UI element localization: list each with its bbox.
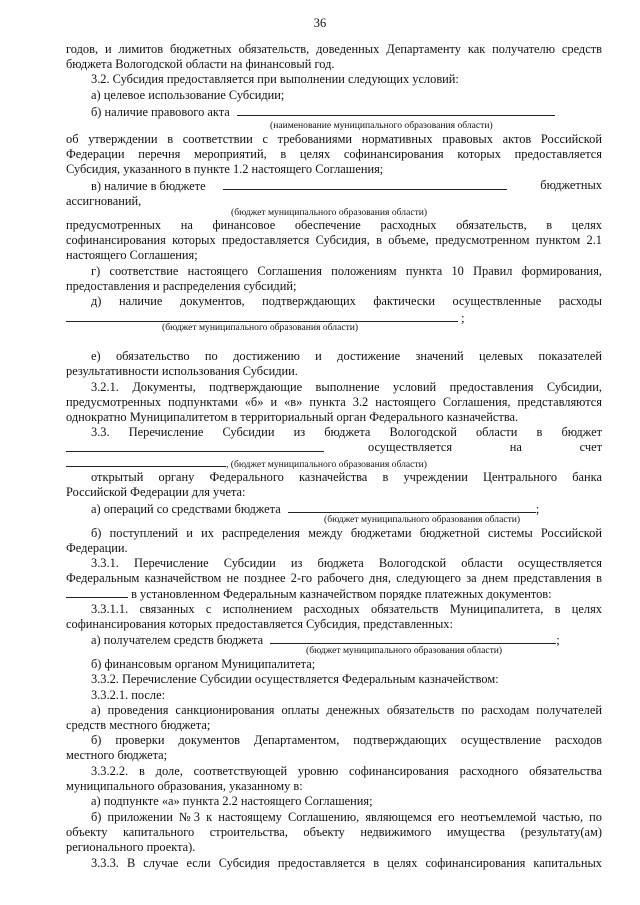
text-fragment: в) наличие в бюджете: [91, 179, 206, 193]
text-line: а) подпункте «а» пункта 2.2 настоящего Соглашения;: [91, 794, 373, 808]
text-line: 3.3.3. В случае если Субсидия предоставляется в целях софинансирования капитальных: [91, 856, 602, 870]
text-line: местного бюджета;: [66, 748, 168, 762]
text-line: 3.3.2.2. в доле, соответствующей уровню софинансирования расходного обязательства: [91, 764, 602, 778]
text-line: 3.3.1. Перечисление Субсидии из бюджета Вологодской области осуществляется: [91, 556, 602, 570]
text-line: предусмотренных подпунктами «б» и «в» пункта 3.2 настоящего Соглашения, представляются: [66, 395, 602, 409]
text-line: Российской Федерации для учета:: [66, 485, 246, 499]
field-caption: (наименование муниципального образования области): [270, 120, 493, 131]
blank-field: [66, 586, 128, 598]
text-line: муниципального образования, указанному в:: [66, 779, 303, 793]
text-line: предоставления и распределения субсидий;: [66, 279, 297, 293]
blank-field: [66, 440, 324, 452]
field-caption: (бюджет муниципального образования области): [324, 514, 521, 525]
text-fragment: ;: [461, 311, 465, 325]
text-line: бюджета Вологодской области на финансовый год.: [66, 57, 335, 71]
text-line: Федеральным казначейством не позднее 2-го рабочего дня, следующего за днем представления в: [66, 571, 602, 585]
text-fragment: а) операций со средствами бюджета: [91, 502, 281, 516]
blank-field: [223, 178, 507, 190]
text-line: объекту капитального строительства, объекту недвижимого имущества (результату(ам): [66, 825, 602, 839]
text-line: софинансирования которых предоставляется Субсидия, представленных:: [66, 617, 453, 631]
text-line: ассигнований,: [66, 194, 142, 208]
text-line: 3.3.2.1. после:: [91, 688, 166, 702]
text-line: Субсидия, указанного в пункте 1.2 настоящего Соглашения;: [66, 162, 384, 176]
text-line: 3.3. Перечисление Субсидии из бюджета Вологодской области в бюджет: [91, 425, 602, 439]
text-line: б) проверки документов Департаментом, подтверждающих осуществление расходов: [91, 733, 602, 747]
text-fragment: а) получателем средств бюджета: [91, 633, 264, 647]
text-line: софинансирования которых предоставляется Субсидия, в объеме, предусмотренном пунктом 2.1: [66, 233, 602, 247]
text-line: 3.2.1. Документы, подтверждающие выполнение условий предоставления Субсидии,: [91, 380, 602, 394]
text-fragment: ;: [556, 633, 560, 647]
page-number: 36: [313, 16, 327, 30]
blank-field: [66, 455, 226, 467]
text-line: открытый органу Федерального казначейства в учреждении Центрального банка: [91, 470, 602, 484]
text-line: Федерации.: [66, 541, 128, 555]
field-caption: , (бюджет муниципального образования области): [226, 459, 427, 470]
text-line: 3.3.1.1. связанных с исполнением расходных обязательств Муниципалитета, в целях: [91, 602, 602, 616]
text-line: предусмотренных на финансовое обеспечение расходных обязательств, в целях: [66, 218, 602, 232]
text-line: однократно Муниципалитетом в территориальный орган Федерального казначейства.: [66, 410, 519, 424]
text-line: е) обязательство по достижению и достижение значений целевых показателей: [91, 349, 602, 363]
field-caption: (бюджет муниципального образования области): [162, 322, 359, 333]
text-line: регионального проекта).: [66, 840, 196, 854]
text-line: годов, и лимитов бюджетных обязательств, доведенных Департаменту как получателю средств: [66, 42, 602, 56]
text-line: б) поступлений и их распределения между бюджетами бюджетной системы Российской: [91, 526, 602, 540]
text-fragment: бюджетных: [540, 178, 602, 192]
text-line: г) соответствие настоящего Соглашения положениям пункта 10 Правил формирования,: [91, 264, 602, 278]
blank-field: [237, 104, 555, 116]
blank-field: [288, 501, 536, 513]
text-line: настоящего Соглашения;: [66, 248, 198, 262]
text-line: а) целевое использование Субсидии;: [91, 88, 285, 102]
text-line: [66, 586, 602, 602]
text-line: а) проведения санкционирования оплаты денежных обязательств по расходам получателей: [91, 703, 602, 717]
text-line: средств местного бюджета;: [66, 718, 211, 732]
text-line: [91, 104, 602, 120]
text-fragment: в установленном Федеральным казначейством порядке платежных документов:: [131, 587, 552, 601]
text-line: [66, 440, 602, 456]
field-caption: (бюджет муниципального образования области): [231, 207, 428, 218]
text-line: [91, 178, 602, 194]
field-caption: (бюджет муниципального образования области): [306, 645, 503, 656]
text-line: Федерации перечня мероприятий, в целях софинансирования которых предоставляется: [66, 147, 602, 161]
text-line: об утверждении в соответствии с требованиями нормативных правовых актов Российской: [66, 132, 602, 146]
text-fragment: б) наличие правового акта: [91, 105, 230, 119]
text-line: результативности использования Субсидии.: [66, 364, 298, 378]
text-fragment: ;: [535, 502, 540, 516]
text-line: 3.2. Субсидия предоставляется при выполнении следующих условий:: [91, 72, 459, 86]
blank-field: [66, 310, 458, 322]
text-line: б) финансовым органом Муниципалитета;: [91, 657, 316, 671]
text-fragment: осуществляется на счет: [368, 440, 602, 454]
text-line: д) наличие документов, подтверждающих фактически осуществленные расходы: [91, 294, 602, 308]
blank-field: [270, 632, 556, 644]
text-line: б) приложении №3 к настоящему Соглашению, являющемся его неотъемлемой частью, по: [91, 810, 602, 824]
text-line: 3.3.2. Перечисление Субсидии осуществляется Федеральным казначейством:: [91, 672, 499, 686]
